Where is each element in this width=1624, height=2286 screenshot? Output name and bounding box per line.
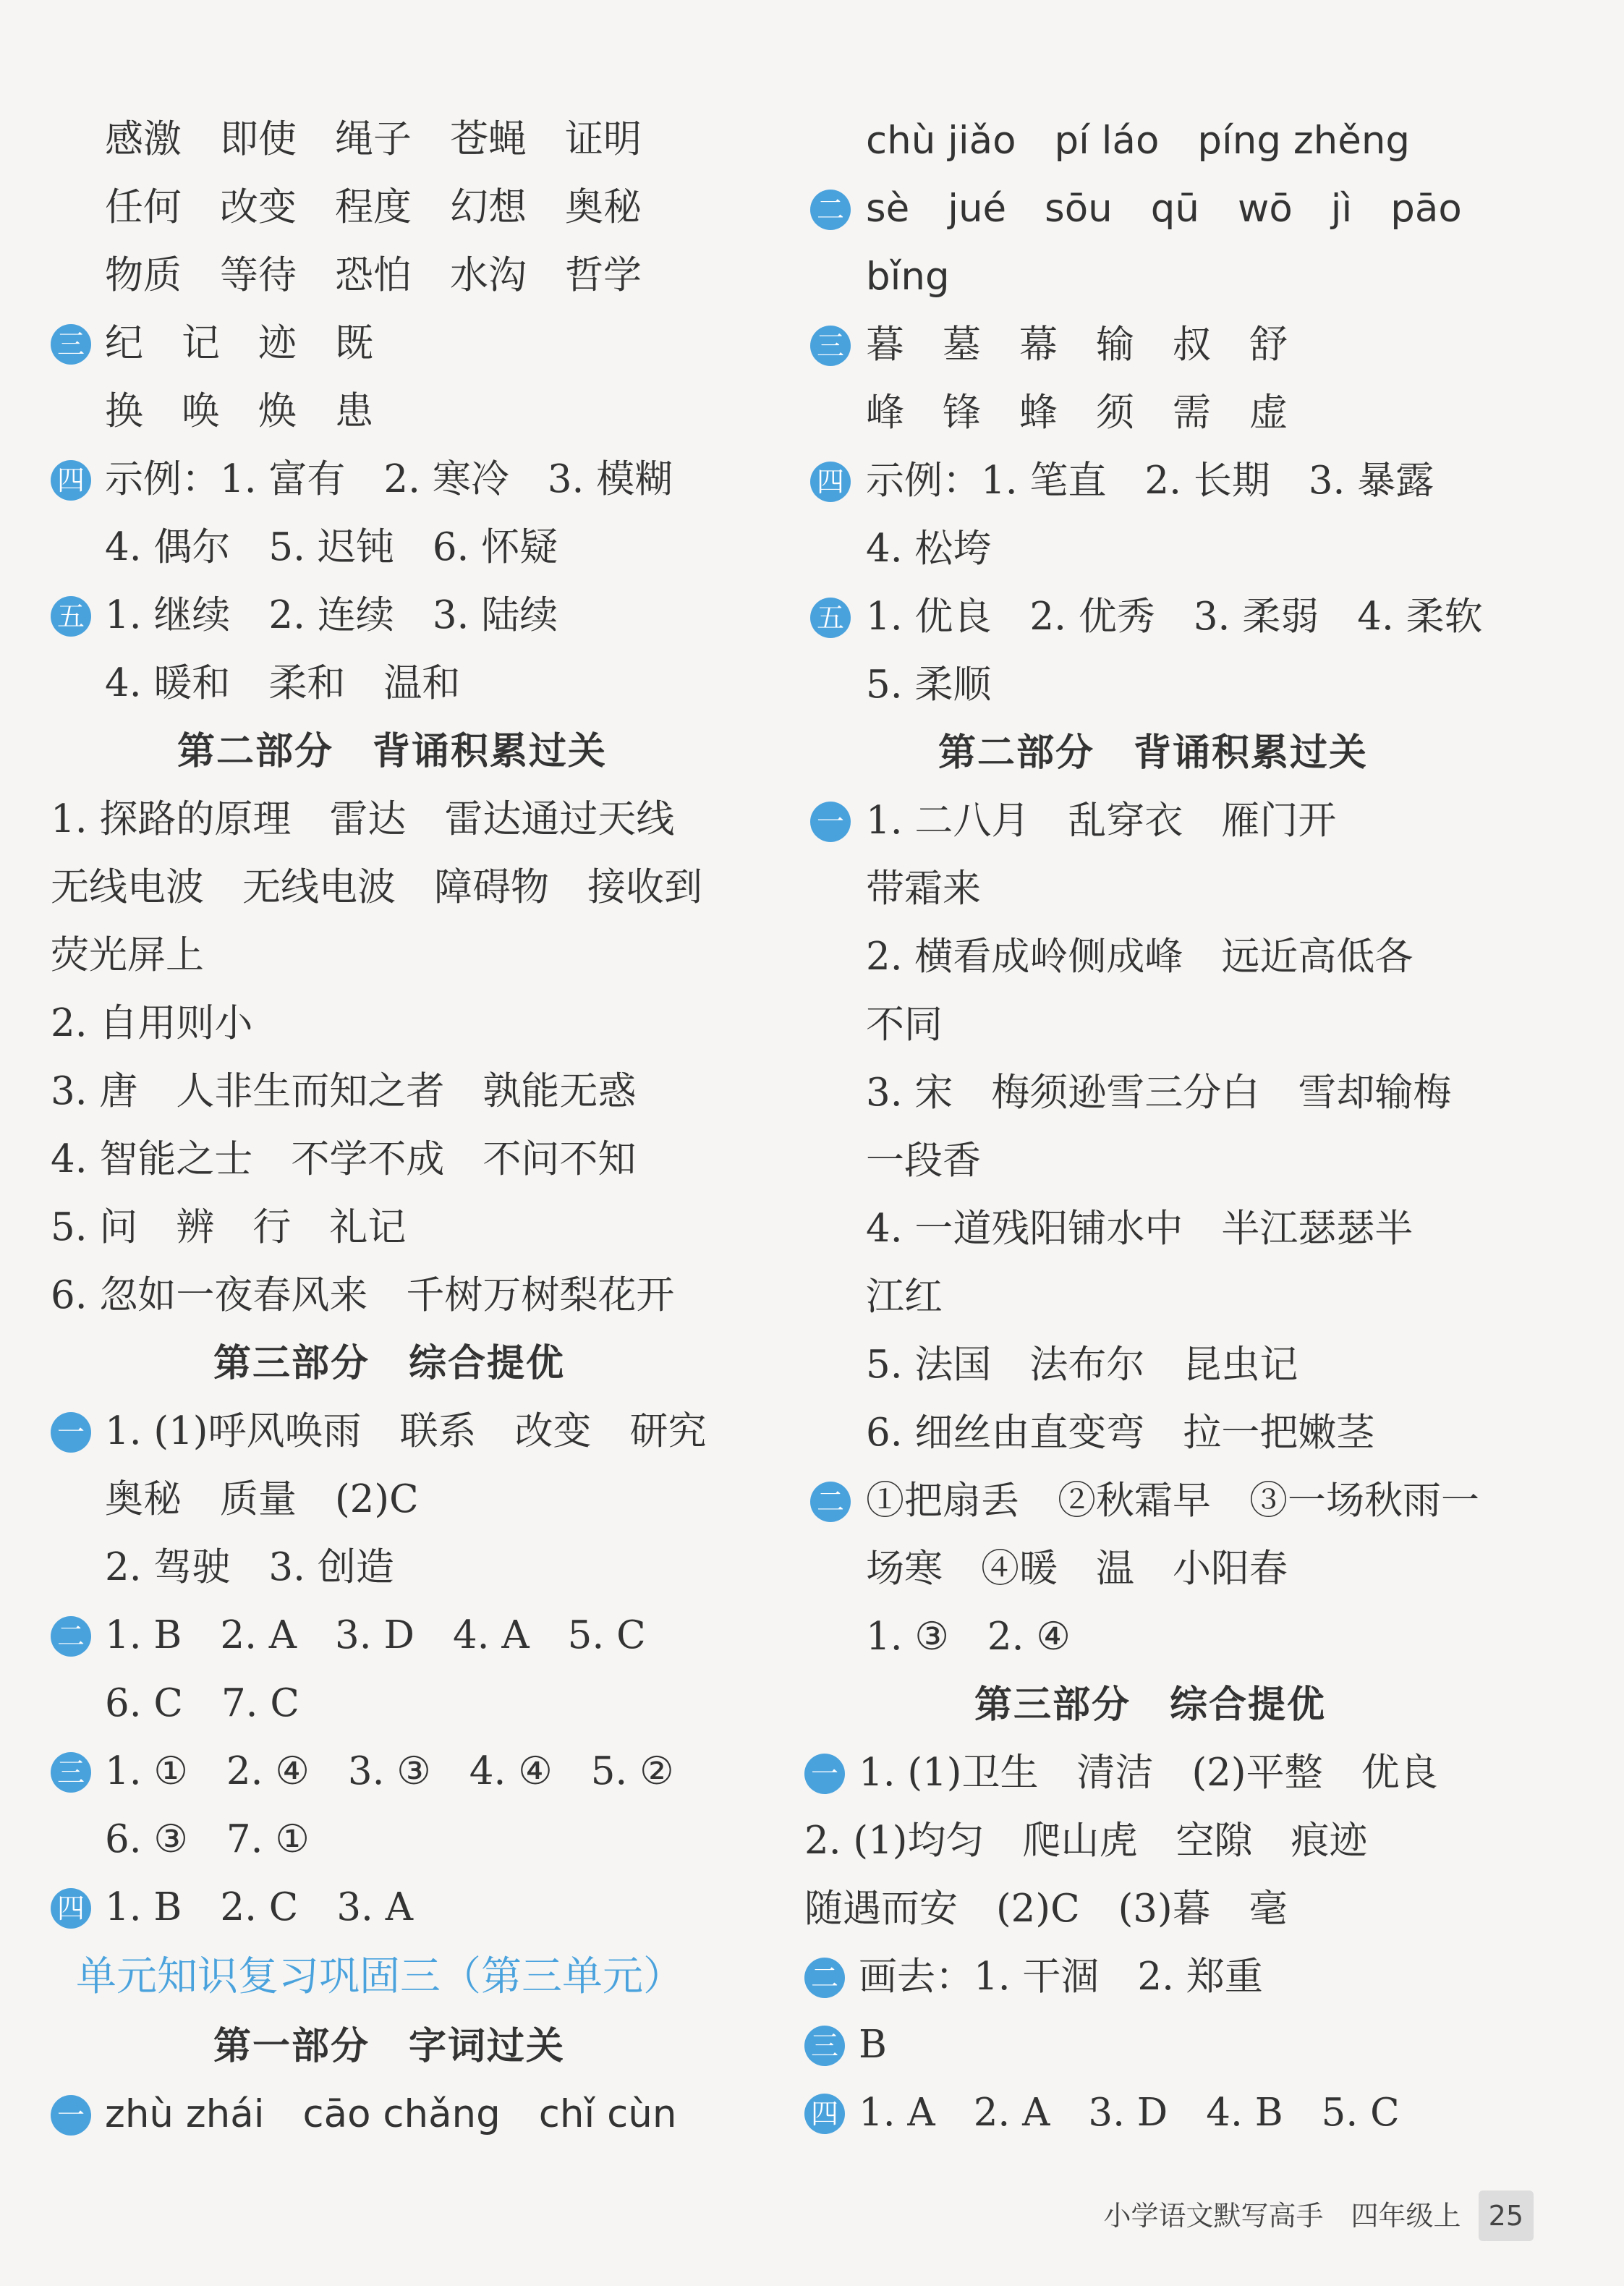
answer-line: 1. 二八月 乱穿衣 雁门开: [866, 799, 1337, 843]
part-heading: 第二部分 背诵积累过关: [938, 731, 1369, 775]
answer-line: 1. 继续 2. 连续 3. 陆续: [105, 593, 558, 637]
answer-line: 4. 智能之士 不学不成 不问不知: [51, 1137, 637, 1181]
answer-line: 4. 松垮: [866, 527, 992, 571]
answer-line: 1. 探路的原理 雷达 雷达通过天线: [51, 797, 675, 841]
part-heading: 第二部分 背诵积累过关: [177, 729, 608, 773]
answer-line: 5. 柔顺: [866, 663, 992, 707]
section-badge: 一: [804, 1754, 845, 1794]
answer-line: 1. (1)卫生 清洁 (2)平整 优良: [859, 1751, 1438, 1795]
answer-line: 6. C 7. C: [105, 1681, 299, 1725]
section-badge: 二: [51, 1616, 91, 1657]
answer-line: 2. (1)均匀 爬山虎 空隙 痕迹: [804, 1819, 1368, 1863]
book-title: 小学语文默写高手 四年级上: [1103, 2200, 1461, 2232]
section-badge: 五: [810, 598, 851, 638]
answer-line: 示例：1. 富有 2. 寒冷 3. 模糊: [105, 457, 673, 501]
section-badge: 四: [51, 460, 91, 501]
answer-line: 不同: [866, 1003, 943, 1047]
answer-line: 3. 唐 人非生而知之者 孰能无惑: [51, 1069, 637, 1113]
part-heading: 第三部分 综合提优: [213, 1341, 566, 1385]
section-badge: 一: [51, 1412, 91, 1453]
pinyin-line: sè jué sōu qū wō jì pāo: [866, 187, 1462, 231]
section-badge: 一: [51, 2095, 91, 2136]
unit-title: 单元知识复习巩固三（第三单元）: [76, 1953, 684, 2000]
pinyin-line: chù jiǎo pí láo píng zhěng: [866, 119, 1411, 163]
answer-line: 带霜来: [866, 867, 981, 911]
pinyin-line: bǐng: [866, 255, 950, 299]
section-badge: 四: [810, 462, 851, 502]
answer-line: 6. 忽如一夜春风来 千树万树梨花开: [51, 1273, 675, 1317]
answer-line: 峰 锋 蜂 须 需 虚: [866, 391, 1288, 435]
answer-line: 纪 记 迹 既: [105, 321, 373, 365]
section-badge: 五: [51, 596, 91, 637]
answer-line: 1. (1)呼风唤雨 联系 改变 研究: [105, 1409, 707, 1453]
section-badge: 三: [51, 1752, 91, 1793]
answer-line: 场寒 ④暖 温 小阳春: [866, 1547, 1288, 1591]
page-number: 25: [1479, 2191, 1534, 2241]
section-badge: 二: [810, 1482, 851, 1522]
answer-line: 无线电波 无线电波 障碍物 接收到: [51, 865, 702, 909]
answer-line: 暮 墓 幕 输 叔 舒: [866, 323, 1288, 367]
vocab-line: 感激 即使 绳子 苍蝇 证明: [105, 117, 642, 161]
answer-line: 5. 法国 法布尔 昆虫记: [866, 1343, 1298, 1387]
answer-line: B: [859, 2023, 887, 2067]
part-heading: 第三部分 综合提优: [974, 1683, 1327, 1727]
answer-line: 换 唤 焕 患: [105, 389, 373, 433]
pinyin-line: zhù zhái cāo chǎng chǐ cùn: [105, 2092, 677, 2136]
answer-line: 1. ① 2. ④ 3. ③ 4. ④ 5. ②: [105, 1749, 674, 1793]
answer-line: 1. B 2. A 3. D 4. A 5. C: [105, 1613, 646, 1657]
section-badge: 四: [51, 1888, 91, 1929]
answer-line: 4. 暖和 柔和 温和: [105, 661, 461, 705]
answer-line: 2. 横看成岭侧成峰 远近高低各: [866, 935, 1413, 979]
answer-line: 1. 优良 2. 优秀 3. 柔弱 4. 柔软: [866, 595, 1483, 639]
section-badge: 三: [810, 326, 851, 366]
page-footer: [1104, 2191, 1534, 2241]
section-badge: 一: [810, 802, 851, 842]
answer-line: 奥秘 质量 (2)C: [105, 1477, 419, 1521]
vocab-line: 物质 等待 恐怕 水沟 哲学: [105, 253, 642, 297]
answer-line: 画去：1. 干涸 2. 郑重: [859, 1955, 1263, 1999]
answer-line: ①把扇丢 ②秋霜早 ③一场秋雨一: [866, 1479, 1479, 1523]
answer-line: 江红: [866, 1275, 943, 1319]
answer-line: 2. 自用则小: [51, 1001, 253, 1045]
answer-line: 1. B 2. C 3. A: [105, 1885, 414, 1929]
answer-line: 2. 驾驶 3. 创造: [105, 1545, 394, 1589]
answer-line: 一段香: [866, 1139, 981, 1183]
answer-line: 荧光屏上: [51, 933, 204, 977]
answer-line: 随遇而安 (2)C (3)暮 毫: [804, 1887, 1288, 1931]
answer-line: 6. 细丝由直变弯 拉一把嫩茎: [866, 1411, 1375, 1455]
section-badge: 二: [810, 190, 851, 230]
section-badge: 二: [804, 1958, 845, 1998]
answer-line: 4. 一道残阳铺水中 半江瑟瑟半: [866, 1207, 1413, 1251]
answer-line: 5. 问 辨 行 礼记: [51, 1205, 407, 1249]
answer-line: 示例：1. 笔直 2. 长期 3. 暴露: [866, 459, 1434, 503]
section-badge: 四: [804, 2094, 845, 2134]
part-heading: 第一部分 字词过关: [213, 2024, 566, 2068]
answer-line: 4. 偶尔 5. 迟钝 6. 怀疑: [105, 525, 558, 569]
section-badge: 三: [804, 2026, 845, 2066]
answer-line: 1. ③ 2. ④: [866, 1615, 1071, 1659]
answer-line: 1. A 2. A 3. D 4. B 5. C: [859, 2091, 1400, 2135]
section-badge: 三: [51, 324, 91, 365]
answer-line: 6. ③ 7. ①: [105, 1817, 310, 1861]
answer-line: 3. 宋 梅须逊雪三分白 雪却输梅: [866, 1071, 1452, 1115]
vocab-line: 任何 改变 程度 幻想 奥秘: [105, 185, 642, 229]
